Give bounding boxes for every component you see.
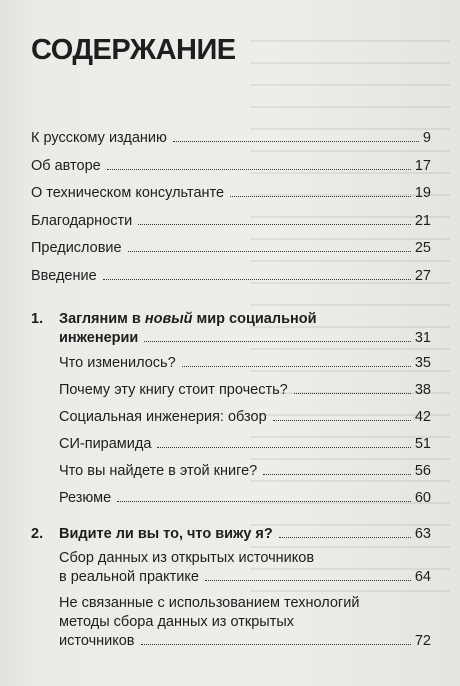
toc-page-number: 63 — [414, 526, 431, 542]
leader-dots — [230, 196, 411, 197]
toc-page-number: 72 — [414, 633, 431, 649]
toc-entry-label: Резюме — [59, 490, 112, 506]
toc-entry-label: СИ-пирамида — [59, 436, 152, 452]
toc-page-number: 35 — [414, 355, 431, 371]
toc-entry[interactable] — [31, 130, 431, 146]
leader-dots — [103, 279, 411, 280]
chapter-entry[interactable] — [59, 330, 431, 346]
toc-section[interactable] — [59, 633, 431, 649]
leader-dots — [205, 580, 411, 581]
toc-section[interactable] — [59, 490, 431, 506]
toc-entry[interactable] — [31, 213, 431, 229]
toc-page-number: 31 — [414, 330, 431, 346]
toc-entry-label: Введение — [31, 268, 97, 284]
toc-page-number: 60 — [414, 490, 431, 506]
toc-entry[interactable] — [31, 185, 431, 201]
toc-section[interactable] — [59, 436, 431, 452]
toc-section[interactable] — [59, 569, 431, 585]
toc-page-number: 19 — [414, 185, 431, 201]
leader-dots — [141, 644, 411, 645]
toc-entry-label: К русскому изданию — [31, 130, 167, 146]
toc-section[interactable] — [59, 355, 431, 371]
leader-dots — [107, 169, 411, 170]
chapter-number: 1. — [31, 311, 44, 327]
toc-section[interactable] — [59, 382, 431, 398]
leader-dots — [117, 501, 411, 502]
leader-dots — [182, 366, 411, 367]
leader-dots — [294, 393, 411, 394]
toc-entry-label: О техническом консультанте — [31, 185, 225, 201]
leader-dots — [263, 474, 411, 475]
toc-page-number: 25 — [414, 240, 431, 256]
toc-section-line[interactable]: методы сбора данных из открытых — [59, 614, 295, 630]
leader-dots — [138, 224, 411, 225]
chapter-number: 2. — [31, 526, 44, 542]
toc-page-number: 17 — [414, 158, 431, 174]
leader-dots — [279, 537, 411, 538]
chapter-entry[interactable] — [59, 526, 431, 542]
toc-section[interactable] — [59, 463, 431, 479]
toc-page-number: 27 — [414, 268, 431, 284]
toc-entry-label: Об авторе — [31, 158, 101, 174]
toc-entry[interactable] — [31, 268, 431, 284]
toc-entry-label: инженерии — [59, 330, 139, 346]
toc-page-number: 9 — [422, 130, 431, 146]
toc-page-number: 42 — [414, 409, 431, 425]
toc-section-line[interactable]: Не связанные с использованием технологий — [59, 595, 360, 611]
chapter-title-part: мир социальной — [192, 311, 317, 327]
page-title: СОДЕРЖАНИЕ — [31, 34, 236, 66]
toc-section[interactable] — [59, 409, 431, 425]
toc-page-number: 56 — [414, 463, 431, 479]
toc-entry-label: Социальная инженерия: обзор — [59, 409, 267, 425]
leader-dots — [157, 447, 410, 448]
toc-entry-label: Что вы найдете в этой книге? — [59, 463, 258, 479]
toc-entry[interactable] — [31, 158, 431, 174]
toc-entry-label: в реальной практике — [59, 569, 199, 585]
toc-entry-label: Почему эту книгу стоит прочесть? — [59, 382, 288, 398]
toc-entry-label: Благодарности — [31, 213, 133, 229]
toc-page-number: 64 — [414, 569, 431, 585]
toc-page-number: 21 — [414, 213, 431, 229]
leader-dots — [144, 341, 411, 342]
toc-entry-label: источников — [59, 633, 135, 649]
toc-section-line[interactable]: Сбор данных из открытых источников — [59, 550, 315, 566]
toc-entry[interactable] — [31, 240, 431, 256]
toc-page-number: 38 — [414, 382, 431, 398]
chapter-title-italic: новый — [144, 311, 193, 327]
leader-dots — [128, 251, 411, 252]
leader-dots — [273, 420, 411, 421]
toc-entry-label: Что изменилось? — [59, 355, 176, 371]
chapter-title-part: Загляним в — [59, 311, 145, 327]
chapter-title-line[interactable] — [59, 311, 317, 327]
toc-page-number: 51 — [414, 436, 431, 452]
leader-dots — [173, 141, 419, 142]
toc-entry-label: Видите ли вы то, что вижу я? — [59, 526, 273, 542]
toc-entry-label: Предисловие — [31, 240, 122, 256]
